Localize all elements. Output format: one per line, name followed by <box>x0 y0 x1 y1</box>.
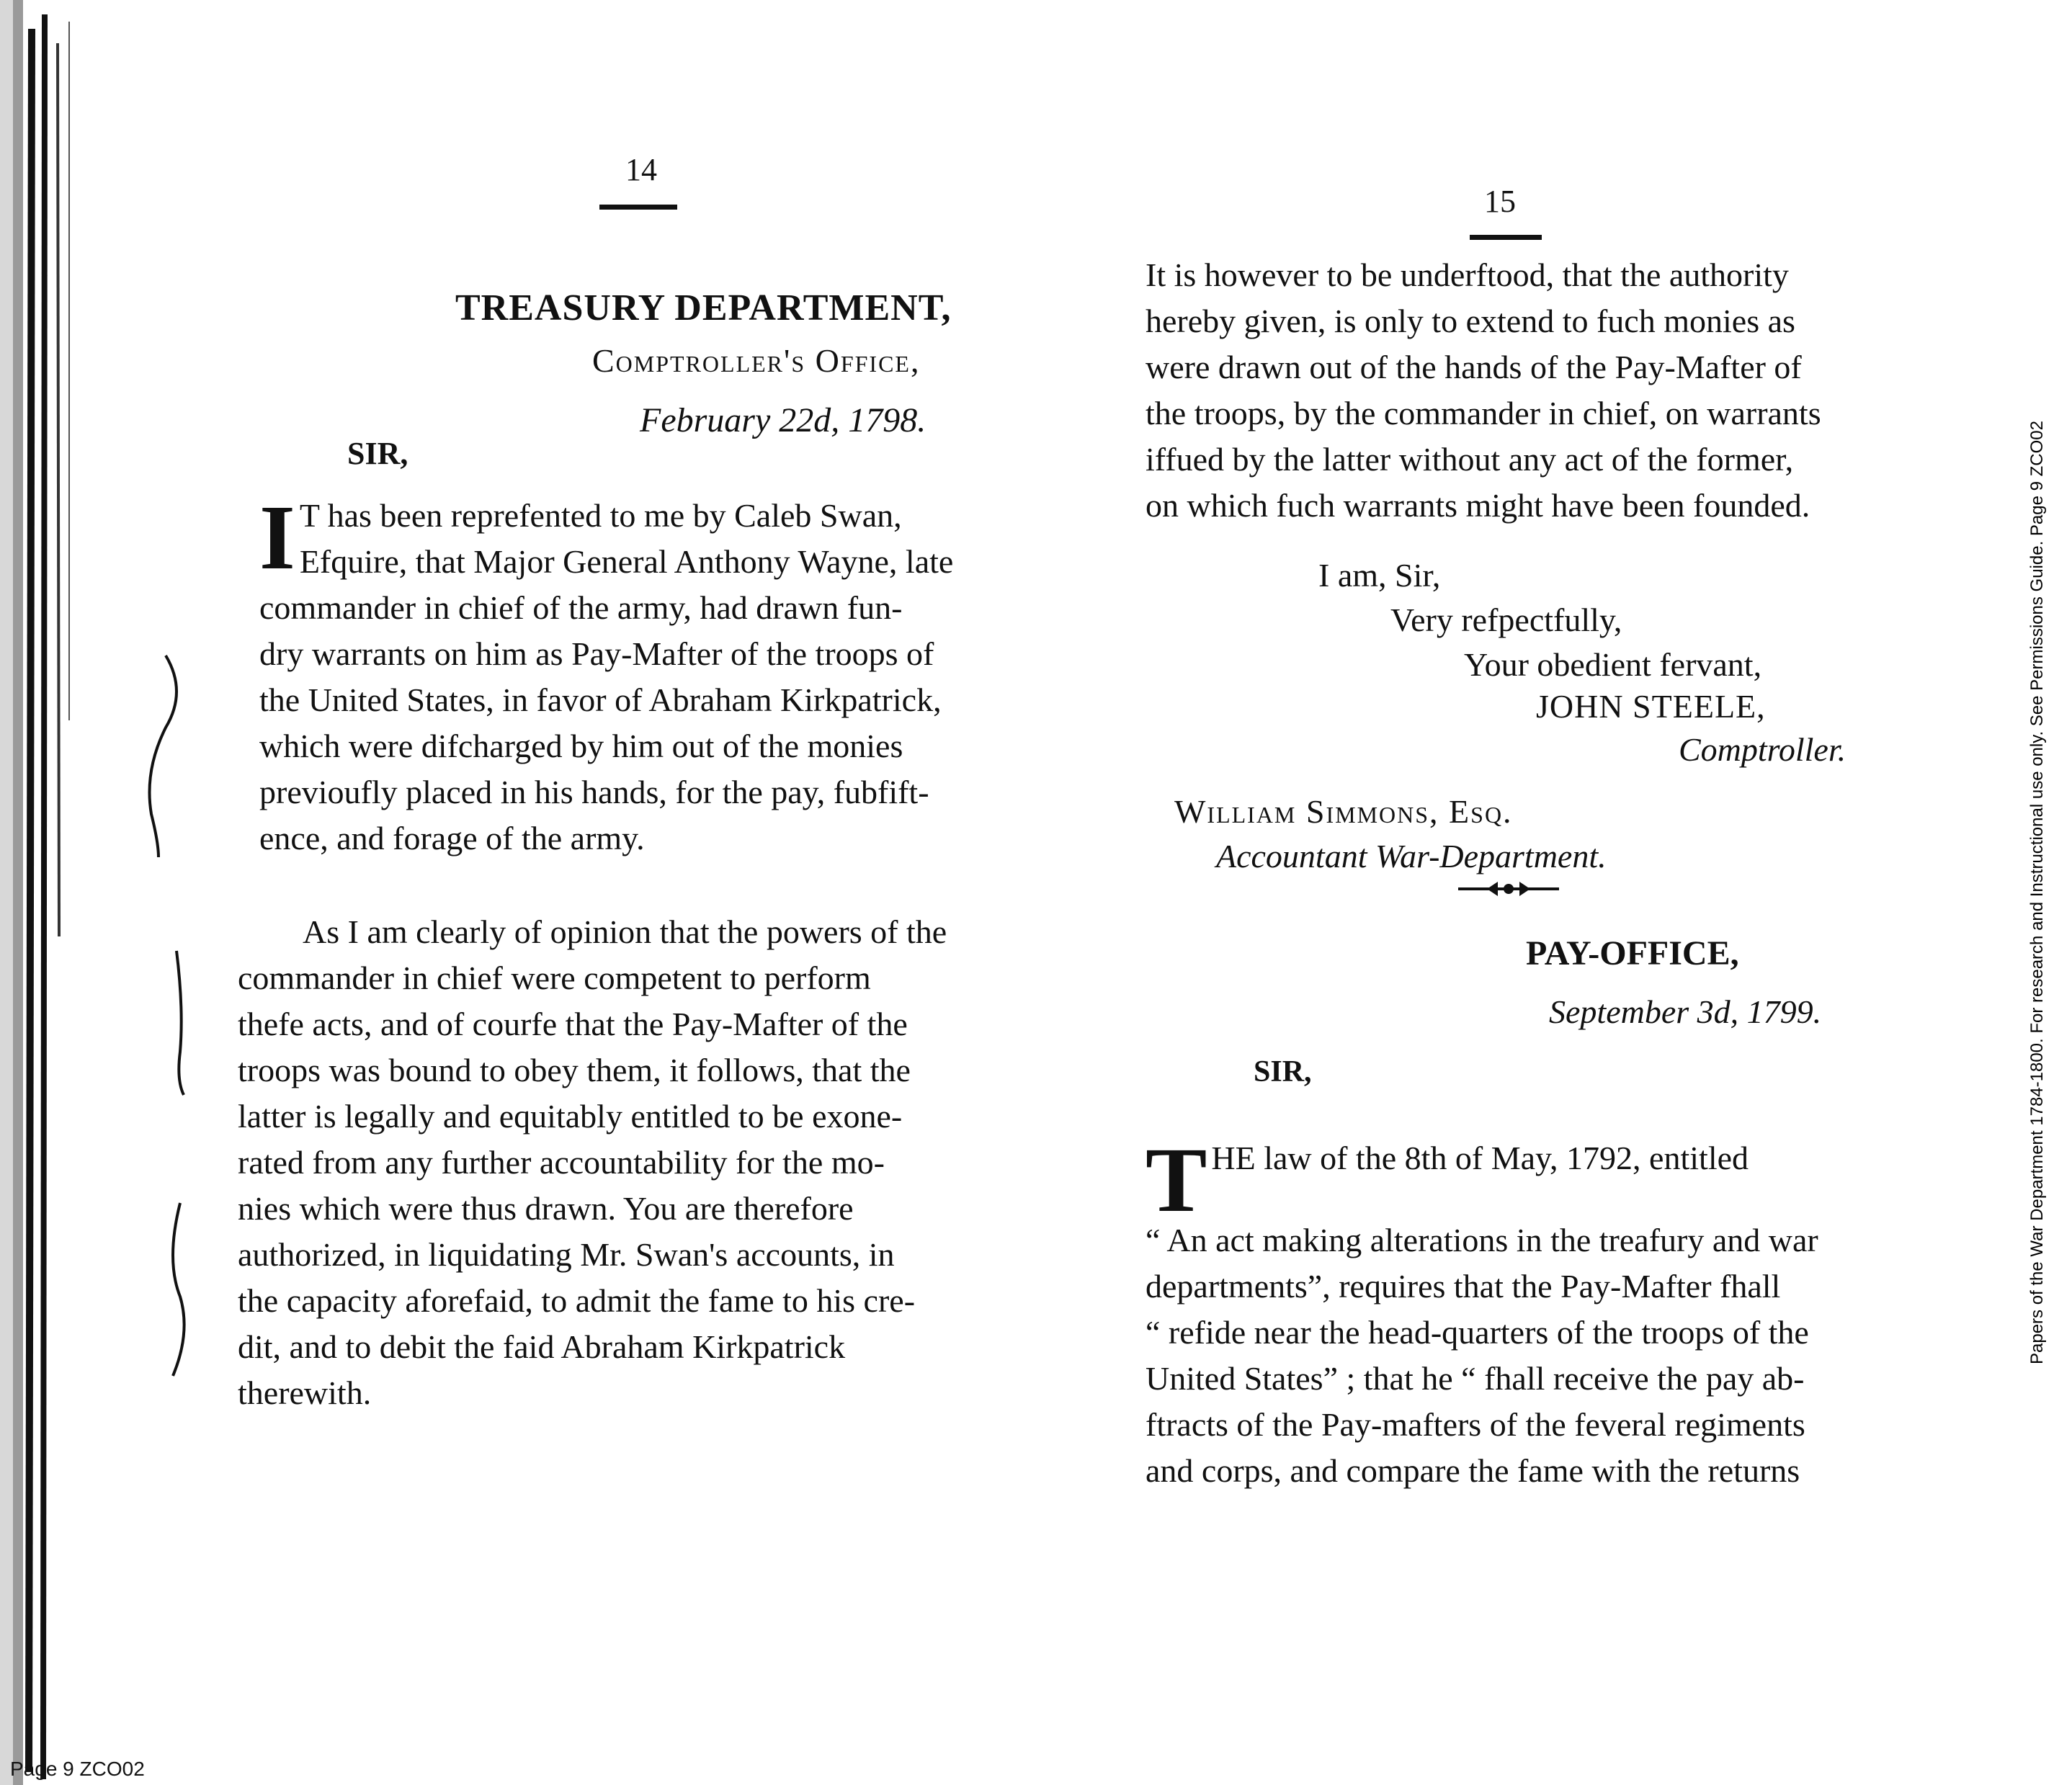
left-page <box>0 0 1023 1785</box>
line: “ An act making alterations in the treafury and war <box>1146 1222 1818 1258</box>
line: HE law of the 8th of May, 1792, entitled <box>1211 1140 1749 1176</box>
right-paragraph-2 <box>1146 1129 1866 1494</box>
drop-cap-t: T <box>1146 1129 1207 1231</box>
line: It is however to be underftood, that the authority <box>1146 256 1789 293</box>
salutation: SIR, <box>347 436 408 471</box>
addressee-title: Accountant War-Department. <box>1216 838 1607 874</box>
page-number-14: 14 <box>625 152 657 187</box>
line: commander in chief were competent to perform <box>238 959 871 996</box>
line: authorized, in liquidating Mr. Swan's accounts, in <box>238 1236 895 1273</box>
left-paragraph-1 <box>259 486 987 862</box>
signature-title: Comptroller. <box>1679 731 1847 768</box>
line: dit, and to debit the faid Abraham Kirkpatrick <box>238 1328 846 1365</box>
line: which were difcharged by him out of the monies <box>259 728 903 764</box>
line: Efquire, that Major General Anthony Wayne, late <box>299 543 954 580</box>
line: departments”, requires that the Pay-Mafter fhall <box>1146 1268 1781 1305</box>
signature-name: JOHN STEELE, <box>1536 688 1766 725</box>
line: commander in chief of the army, had drawn fun- <box>259 589 903 626</box>
letter-date-2: September 3d, 1799. <box>1549 993 1822 1030</box>
page-number-rule <box>1470 235 1542 240</box>
permissions-note: Papers of the War Department 1784-1800. For research and Instructional use only. See Permissions Guide. Page 9 ZCO02 <box>2027 420 2047 1365</box>
line: on which fuch warrants might have been founded. <box>1146 487 1810 524</box>
line: were drawn out of the hands of the Pay-Mafter of <box>1146 349 1802 385</box>
ornament-divider <box>1458 874 1559 903</box>
line: iffued by the latter without any act of the former, <box>1146 441 1794 478</box>
line: the troops, by the commander in chief, on warrants <box>1146 395 1821 431</box>
page-number-15: 15 <box>1484 184 1516 219</box>
salutation-2: SIR, <box>1254 1055 1312 1088</box>
line: “ refide near the head-quarters of the troops of the <box>1146 1314 1809 1351</box>
line: the capacity aforefaid, to admit the fame to his cre- <box>238 1282 916 1319</box>
line: thefe acts, and of courfe that the Pay-Mafter of the <box>238 1006 908 1042</box>
closing-line-2: Very refpectfully, <box>1390 601 1622 638</box>
line: therewith. <box>238 1374 372 1411</box>
heading-pay-office: PAY-OFFICE, <box>1526 934 1739 972</box>
line: rated from any further accountability for the mo- <box>238 1144 885 1181</box>
margin-bracket-marks <box>137 648 195 1628</box>
office-line: Comptroller's Office, <box>592 342 921 379</box>
line: As I am clearly of opinion that the powers of the <box>303 913 947 950</box>
right-paragraph-1 <box>1146 252 1866 529</box>
line: hereby given, is only to extend to fuch monies as <box>1146 303 1795 339</box>
heading-treasury-department: TREASURY DEPARTMENT, <box>455 287 952 328</box>
line: dry warrants on him as Pay-Mafter of the troops of <box>259 635 934 672</box>
line: troops was bound to obey them, it follows, that the <box>238 1052 911 1088</box>
left-paragraph-2 <box>238 909 973 1416</box>
page-footer-id: Page 9 ZCO02 <box>10 1758 145 1780</box>
line: latter is legally and equitably entitled to be exone- <box>238 1098 903 1135</box>
line: nies which were thus drawn. You are therefore <box>238 1190 854 1227</box>
line: ftracts of the Pay-mafters of the feveral regiments <box>1146 1406 1805 1443</box>
line: United States” ; that he “ fhall receive the pay ab- <box>1146 1360 1805 1397</box>
closing-line-3: Your obedient fervant, <box>1464 646 1762 683</box>
letter-date: February 22d, 1798. <box>640 401 926 439</box>
page-number-rule <box>599 205 677 210</box>
line: the United States, in favor of Abraham Kirkpatrick, <box>259 681 942 718</box>
addressee-name: William Simmons, Esq. <box>1174 793 1513 830</box>
permissions-sidebar <box>2003 0 2072 1785</box>
line: and corps, and compare the fame with the returns <box>1146 1452 1800 1489</box>
drop-cap-i: I <box>259 486 295 589</box>
line: previoufly placed in his hands, for the pay, fubfift- <box>259 774 929 810</box>
line: ence, and forage of the army. <box>259 820 645 856</box>
right-page <box>1023 0 2072 1785</box>
line: T has been reprefented to me by Caleb Swan, <box>299 497 902 534</box>
closing-line-1: I am, Sir, <box>1318 557 1441 594</box>
